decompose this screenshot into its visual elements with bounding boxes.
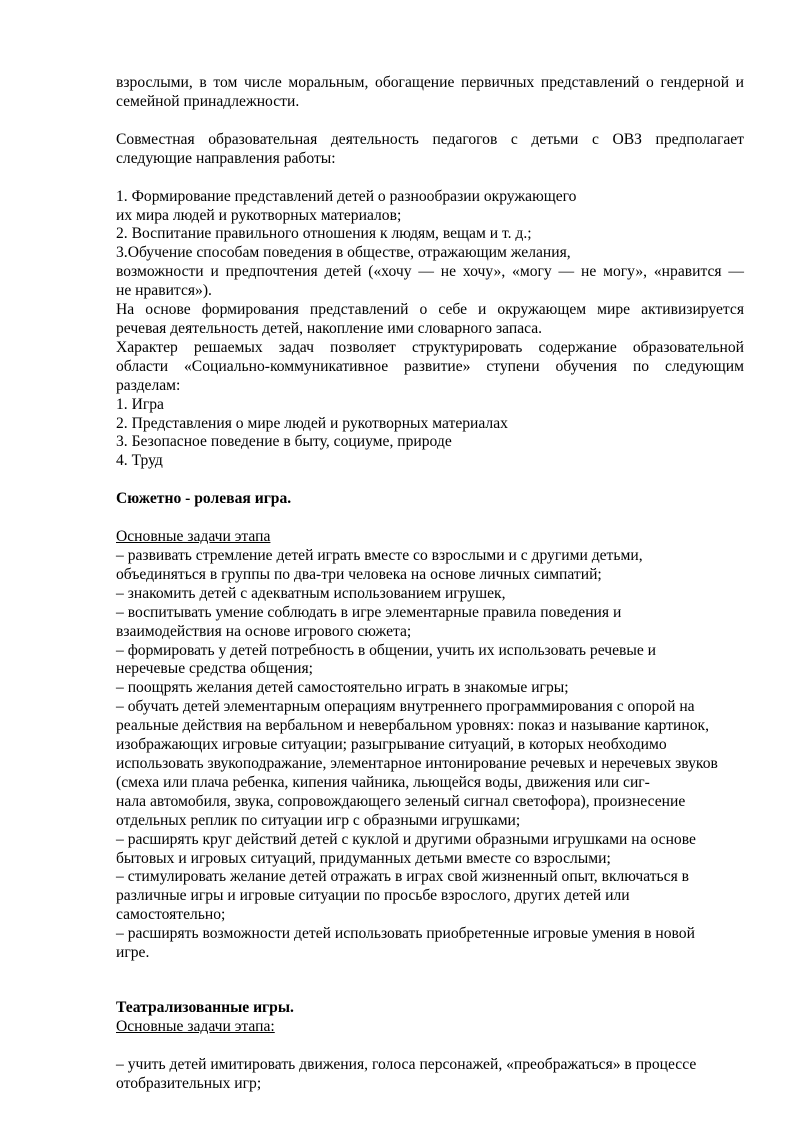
task-line: – развивать стремление детей играть вместе со взрослыми и с другими детьми, bbox=[116, 547, 643, 565]
task-line: использовать звукоподражание, элементарное интонирование речевых и неречевых звуков bbox=[116, 755, 718, 772]
task-line: взаимодействия на основе игрового сюжета; bbox=[116, 622, 412, 640]
task-line: – поощрять желания детей самостоятельно играть в знакомые игры; bbox=[116, 679, 569, 697]
representations-line-1: На основе формирования представлений о себе и окружающем мире активизируется bbox=[116, 301, 744, 319]
task-line: реальные действия на вербальном и невербальном уровнях: показ и называние картинок, bbox=[116, 717, 709, 735]
task-line: отобразительных игр; bbox=[116, 1074, 262, 1092]
structure-line-1: Характер решаемых задач позволяет структурировать содержание образовательной bbox=[116, 338, 744, 356]
list-item: 1. Формирование представлений детей о разнообразии окружающего bbox=[116, 187, 577, 205]
section-item: 3. Безопасное поведение в быту, социуме, природе bbox=[116, 433, 452, 451]
theatre-heading: Театрализованные игры. bbox=[116, 998, 294, 1016]
structure-line-3: разделам: bbox=[116, 376, 181, 394]
list-item-wrap-2: не нравится»). bbox=[116, 282, 212, 300]
role-play-tasks-label: Основные задачи этапа bbox=[116, 528, 271, 546]
directions-line-2: следующие направления работы: bbox=[116, 149, 336, 167]
task-line: – стимулировать желание детей отражать в играх свой жизненный опыт, включаться в bbox=[116, 868, 690, 886]
task-line: – воспитывать умение соблюдать в игре элементарные правила поведения и bbox=[116, 603, 622, 621]
task-line: бытовых и игровых ситуаций, придуманных детьми вместе со взрослыми; bbox=[116, 849, 611, 867]
task-line: – обучать детей элементарным операциям внутреннего программирования с опорой на bbox=[116, 698, 695, 716]
theatre-tasks-label: Основные задачи этапа: bbox=[116, 1017, 275, 1035]
task-line: – учить детей имитировать движения, голоса персонажей, «преображаться» в процессе bbox=[116, 1055, 697, 1073]
list-item: 2. Воспитание правильного отношения к людям, вещам и т. д.; bbox=[116, 225, 532, 243]
theatre-task-list bbox=[116, 1056, 744, 1094]
task-line: нала автомобиля, звука, сопровождающего зеленый сигнал светофора), произнесение bbox=[116, 792, 686, 810]
task-line: – расширять возможности детей использовать приобретенные игровые умения в новой bbox=[116, 925, 695, 943]
task-line: (смеха или плача ребенка, кипения чайника, льющейся воды, движения или сиг- bbox=[116, 773, 650, 791]
role-play-heading: Сюжетно - ролевая игра. bbox=[116, 490, 292, 508]
task-line: объединяться в группы по два-три человека на основе личных симпатий; bbox=[116, 565, 602, 583]
section-item: 2. Представления о мире людей и рукотворных материалах bbox=[116, 414, 508, 432]
section-item: 1. Игра bbox=[116, 395, 164, 413]
task-line: – расширять круг действий детей с куклой и другими образными игрушками на основе bbox=[116, 830, 696, 848]
task-line: неречевые средства общения; bbox=[116, 660, 313, 678]
intro-line-1: взрослыми, в том числе моральным, обогащение первичных представлений о гендерной и bbox=[116, 74, 744, 91]
document-page bbox=[116, 74, 744, 1094]
intro-line-2: семейной принадлежности. bbox=[116, 92, 300, 110]
list-item: их мира людей и рукотворных материалов; bbox=[116, 206, 402, 224]
list-item: 3.Обучение способам поведения в обществе, отражающим желания, bbox=[116, 244, 571, 262]
task-line: – знакомить детей с адекватным использованием игрушек, bbox=[116, 584, 506, 602]
structure-line-2: области «Социально-коммуникативное развитие» ступени обучения по следующим bbox=[116, 357, 744, 375]
task-line: – формировать у детей потребность в общении, учить их использовать речевые и bbox=[116, 641, 657, 659]
role-play-task-list bbox=[116, 547, 744, 963]
task-line: отдельных реплик по ситуации игр с образными игрушками; bbox=[116, 811, 521, 829]
list-item-wrap-1: возможности и предпочтения детей («хочу — не хочу», «могу — не могу», «нравится — bbox=[116, 263, 744, 281]
task-line: самостоятельно; bbox=[116, 906, 226, 924]
representations-line-2: речевая деятельность детей, накопление ими словарного запаса. bbox=[116, 319, 543, 337]
task-line: игре. bbox=[116, 944, 150, 962]
task-line: изображающих игровые ситуации; разыгрывание ситуаций, в которых необходимо bbox=[116, 736, 667, 754]
directions-line-1: Совместная образовательная деятельность педагогов с детьми с ОВЗ предполагает bbox=[116, 130, 744, 148]
section-item: 4. Труд bbox=[116, 452, 163, 470]
task-line: различные игры и игровые ситуации по просьбе взрослого, других детей или bbox=[116, 887, 630, 905]
